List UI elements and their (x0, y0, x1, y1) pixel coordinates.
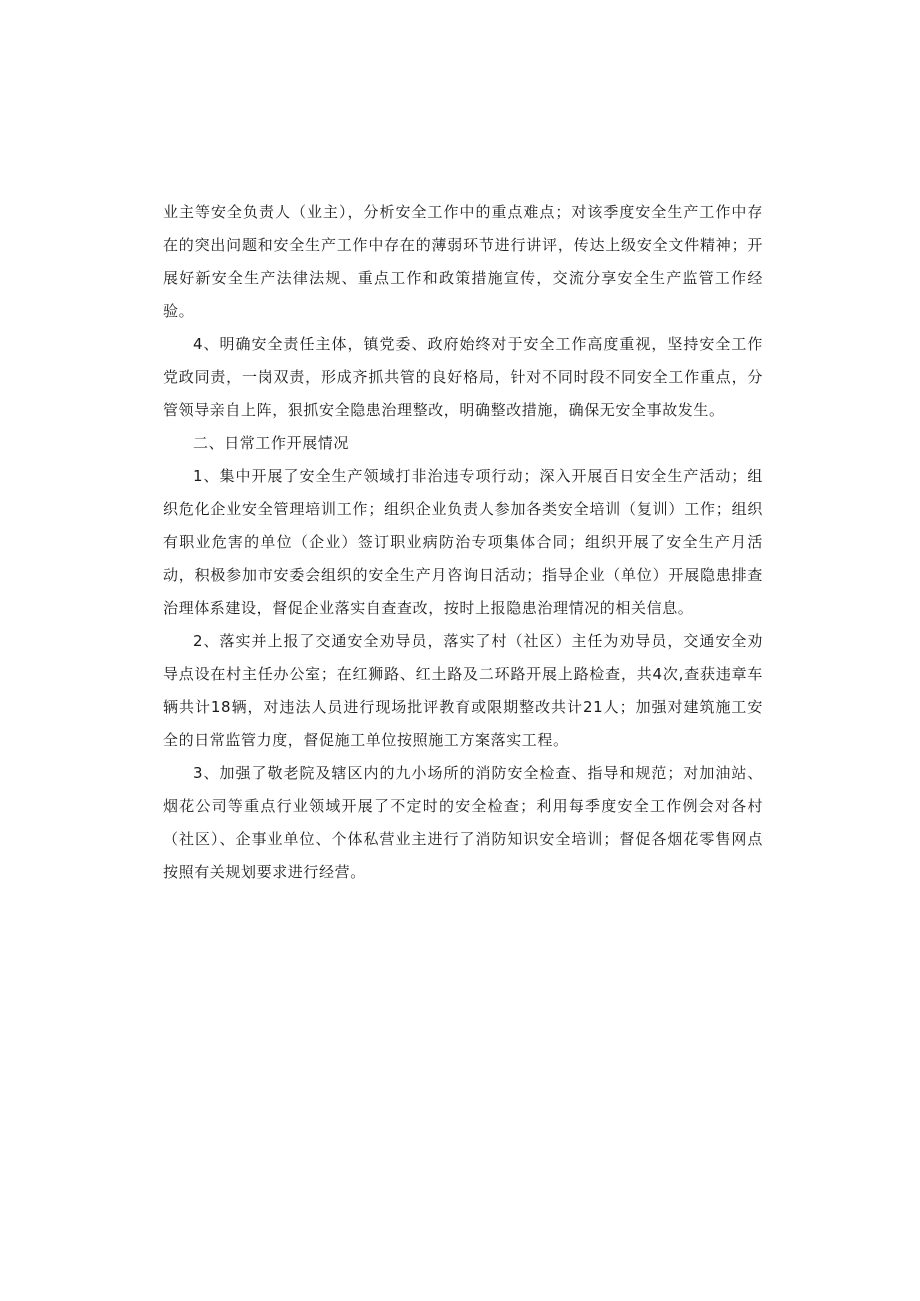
paragraph-continuation: 业主等安全负责人（业主），分析安全工作中的重点难点；对该季度安全生产工作中存在的突出问题和安全生产工作中存在的薄弱环节进行讲评，传达上级安全文件精神；开展好新安全生产法律法规、重点工作和政策措施宣传，交流分享安全生产监管工作经验。 (163, 203, 763, 320)
paragraph-daily-item-2: 2、落实并上报了交通安全劝导员，落实了村（社区）主任为劝导员，交通安全劝导点设在村主任办公室；在红狮路、红土路及二环路开展上路检查，共4次,查获违章车辆共计18辆，对违法人员进行现场批评教育或限期整改共计21人；加强对建筑施工安全的日常监管力度，督促施工单位按照施工方案落实工程。 (163, 632, 763, 749)
paragraph-item-4: 4、明确安全责任主体，镇党委、政府始终对于安全工作高度重视，坚持安全工作党政同责，一岗双责，形成齐抓共管的良好格局，针对不同时段不同安全工作重点，分管领导亲自上阵，狠抓安全隐患治理整改，明确整改措施，确保无安全事故发生。 (163, 335, 763, 419)
paragraph-daily-item-3: 3、加强了敬老院及辖区内的九小场所的消防安全检查、指导和规范；对加油站、烟花公司等重点行业领域开展了不定时的安全检查；利用每季度安全工作例会对各村（社区）、企事业单位、个体私营业主进行了消防知识安全培训；督促各烟花零售网点按照有关规划要求进行经营。 (163, 764, 763, 881)
document-body (163, 196, 763, 889)
paragraph-daily-item-1: 1、集中开展了安全生产领域打非治违专项行动；深入开展百日安全生产活动；组织危化企业安全管理培训工作；组织企业负责人参加各类安全培训（复训）工作；组织有职业危害的单位（企业）签订职业病防治专项集体合同；组织开展了安全生产月活动，积极参加市安委会组织的安全生产月咨询日活动；指导企业（单位）开展隐患排查治理体系建设，督促企业落实自查查改，按时上报隐患治理情况的相关信息。 (163, 467, 763, 617)
section-heading-daily-work: 二、日常工作开展情况 (193, 434, 350, 452)
